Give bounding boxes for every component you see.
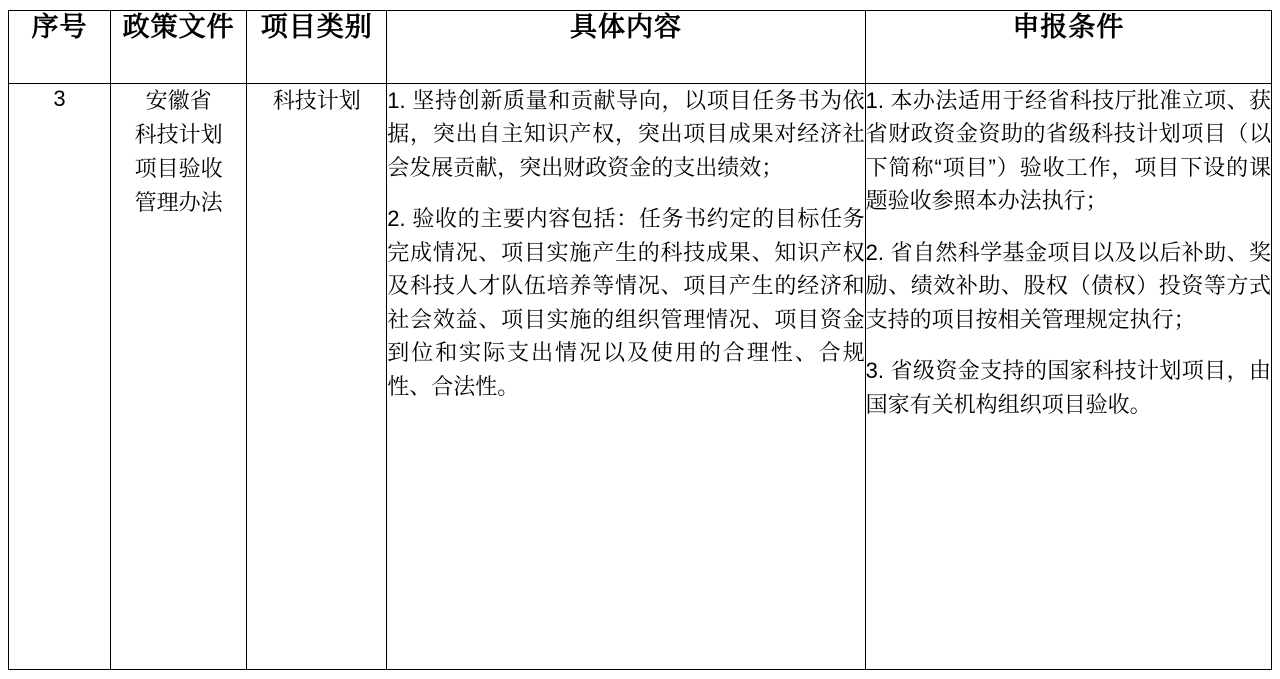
table-row: [9, 84, 1272, 670]
cell-application-conditions: [865, 84, 1271, 670]
condition-paragraph-1: 1. 本办法适用于经省科技厅批准立项、获省财政资金资助的省级科技计划项目（以下简称“项目”）验收工作，项目下设的课题验收参照本办法执行；: [865, 88, 1271, 214]
policy-document-line-1: 安徽省: [145, 88, 212, 113]
policy-table: [8, 10, 1272, 670]
header-cell-no: 序号: [9, 11, 111, 84]
condition-paragraph-3: 3. 省级资金支持的国家科技计划项目，由国家有关机构组织项目验收。: [865, 358, 1271, 417]
condition-paragraph-2: 2. 省自然科学基金项目以及以后补助、奖励、绩效补助、股权（债权）投资等方式支持的项目按相关管理规定执行；: [865, 239, 1271, 332]
cell-project-category: 科技计划: [247, 84, 387, 670]
header-cell-document: 政策文件: [111, 11, 247, 84]
header-cell-content: 具体内容: [387, 11, 865, 84]
policy-document-line-2: 科技计划: [134, 122, 223, 148]
header-cell-category: 项目类别: [247, 11, 387, 84]
cell-policy-document: [111, 84, 247, 670]
header-cell-conditions: 申报条件: [865, 11, 1271, 84]
cell-row-number: 3: [9, 84, 111, 670]
policy-document-line-4: 管理办法: [134, 190, 223, 216]
policy-document-line-3: 项目验收: [134, 156, 223, 182]
table-header-row: [9, 11, 1272, 84]
cell-content-details: [387, 84, 865, 670]
content-paragraph-1: 1. 坚持创新质量和贡献导向，以项目任务书为依据，突出自主知识产权，突出项目成果对经济社会发展贡献，突出财政资金的支出绩效；: [387, 88, 865, 180]
content-paragraph-2: 2. 验收的主要内容包括：任务书约定的目标任务完成情况、项目实施产生的科技成果、知识产权及科技人才队伍培养等情况、项目产生的经济和社会效益、项目实施的组织管理情况、项目资金到位和实际支出情况以及使用的合理性、合规性、合法性。: [387, 206, 865, 399]
